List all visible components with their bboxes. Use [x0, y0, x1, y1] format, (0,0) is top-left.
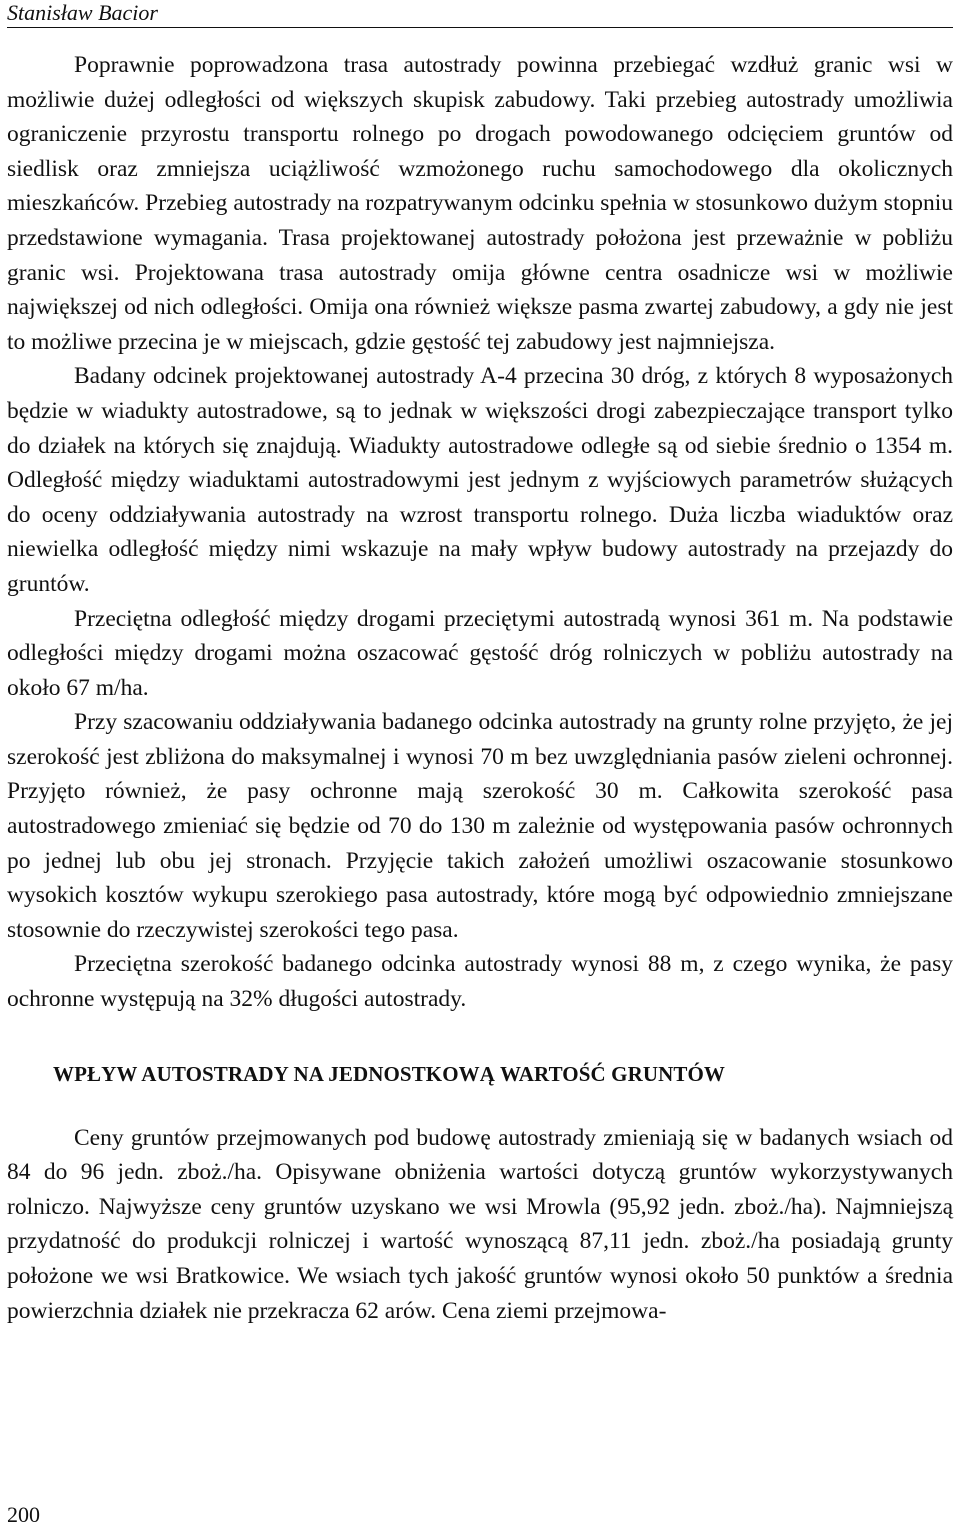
section-heading: WPŁYW AUTOSTRADY NA JEDNOSTKOWĄ WARTOŚĆ GRUNTÓW [53, 1061, 726, 1086]
paragraph: Badany odcinek projektowanej autostrady A-4 przecina 30 dróg, z których 8 wyposażonych będzie w wiadukty autostradowe, są to jednak w większości drogi zabezpieczające transport tylko do działek na których się znajdują. Wiadukty autostradowe odległe są od siebie średnio o 1354 m. Odległość między wiaduktami autostradowymi jest jednym z wyjściowych parametrów służących do oceny oddziaływania autostrady na wzrost transportu rolnego. Duża liczba wiaduktów oraz niewielka odległość między nimi wskazuje na mały wpływ budowy autostrady na przejazdy do gruntów. [7, 363, 953, 597]
paragraph: Ceny gruntów przejmowanych pod budowę autostrady zmieniają się w badanych wsiach od 84 do 96 jedn. zboż./ha. Opisywane obniżenia wartości dotyczą gruntów wykorzystywanych rolniczo. Najwyższe ceny gruntów uzyskano we wsi Mrowla (95,92 jedn. zboż./ha). Najmniejszą przydatność do produkcji rolniczej i wartość wynoszącą 87,11 jedn. zboż./ha posiadają grunty położone we wsi Bratkowice. We wsiach tych jakość gruntów wynosi około 50 punktów a średnia powierzchnia działek nie przekracza 62 arów. Cena ziemi przejmowa- [7, 1124, 953, 1324]
running-header-author: Stanisław Bacior [7, 0, 158, 25]
paragraph: Przy szacowaniu oddziaływania badanego odcinka autostrady na grunty rolne przyjęto, że jej szerokość jest zbliżona do maksymalnej i wynosi 70 m bez uwzględniania pasów zieleni ochronnej. Przyjęto również, że pasy ochronne mają szerokość 30 m. Całkowita szerokość pasa autostradowego zmieniać się będzie od 70 do 130 m zależnie od występowania pasów ochronnych po jednej lub obu jej stronach. Przyjęcie takich założeń umożliwi oszacowanie stosunkowo wysokich kosztów wykupu szerokiego pasa autostrady, które mogą być odpowiednio zmniejszane stosownie do rzeczywistej szerokości tego pasa. [7, 709, 953, 943]
paragraph: Przeciętna odległość między drogami przeciętymi autostradą wynosi 361 m. Na podstawie odległości między drogami można oszacować gęstość dróg rolniczych w pobliżu autostrady na około 67 m/ha. [7, 605, 953, 701]
header-rule [7, 27, 953, 28]
page-number: 200 [7, 1502, 40, 1527]
paragraph: Przeciętna szerokość badanego odcinka autostrady wynosi 88 m, z czego wynika, że pasy ochronne występują na 32% długości autostrady. [7, 951, 953, 1013]
body-text [7, 48, 953, 1328]
paragraph: Poprawnie poprowadzona trasa autostrady powinna przebiegać wzdłuż granic wsi w możliwie dużej odległości od większych skupisk zabudowy. Taki przebieg autostrady umożliwia ograniczenie przyrostu transportu rolnego po drogach powodowanego odcięciem gruntów od siedlisk oraz zmniejsza uciążliwość wzmożonego ruchu samochodowego dla okolicznych mieszkańców. Przebieg autostrady na rozpatrywanym odcinku spełnia w stosunkowo dużym stopniu przedstawione wymagania. Trasa projektowanej autostrady położona jest przeważnie w pobliżu granic wsi. Projektowana trasa autostrady omija główne centra osadnicze wsi w możliwie największej od nich odległości. Omija ona również większe pasma zwartej zabudowy, a gdy nie jest to możliwe przecina je w miejscach, gdzie gęstość tej zabudowy jest najmniejsza. [7, 52, 953, 355]
